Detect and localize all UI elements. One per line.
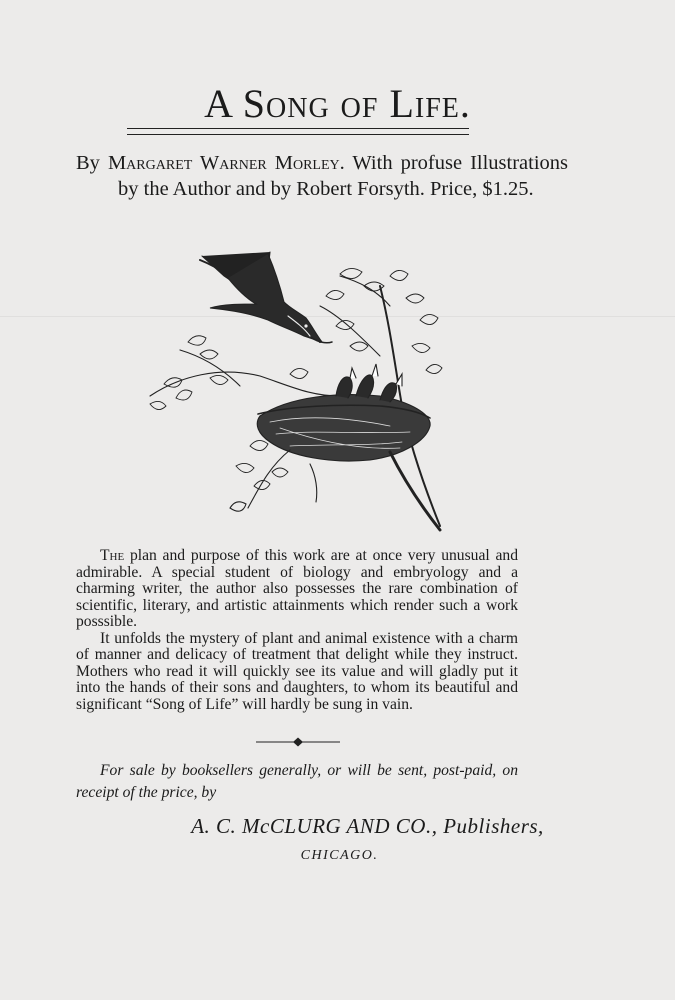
description-paragraph-1	[76, 548, 518, 631]
byline-prefix: By	[76, 152, 100, 174]
sale-note: For sale by booksellers generally, or will be sent, post-paid, on receipt of the price, by	[76, 762, 518, 801]
title-double-rule	[127, 128, 469, 135]
byline-description: . With profuse Illustrations by the Author and by Robert Forsyth. Price, $1.25.	[118, 152, 569, 200]
paragraph-lead-word: The	[100, 547, 125, 564]
book-title: A Song of Life.	[204, 81, 471, 126]
ornamental-divider-icon	[256, 736, 340, 748]
description-text	[76, 548, 518, 713]
bird-feeding-nest-icon	[140, 246, 460, 536]
author-name: Margaret Warner Morley	[107, 152, 340, 174]
description-paragraph-2: It unfolds the mystery of plant and animal existence with a charm of manner and delicacy of treatment that delight while they instruct. Mothers who read it will quickly see its value and will gladly put it into the hands of their sons and daughters, to whom its beautiful and significant “Song of Life” will hardly be sung in vain.	[76, 629, 518, 713]
publisher-name: A. C. McCLURG AND CO., Publishers,	[191, 814, 544, 838]
publisher-city: CHICAGO.	[300, 848, 379, 863]
byline	[76, 150, 568, 202]
paragraph-1-text: plan and purpose of this work are at once very unusual and admirable. A special student of biology and embryology and a charming writer, the author also possesses the rare combination of scientific, literary, and artistic attainments which render such a work posssible.	[76, 547, 518, 630]
